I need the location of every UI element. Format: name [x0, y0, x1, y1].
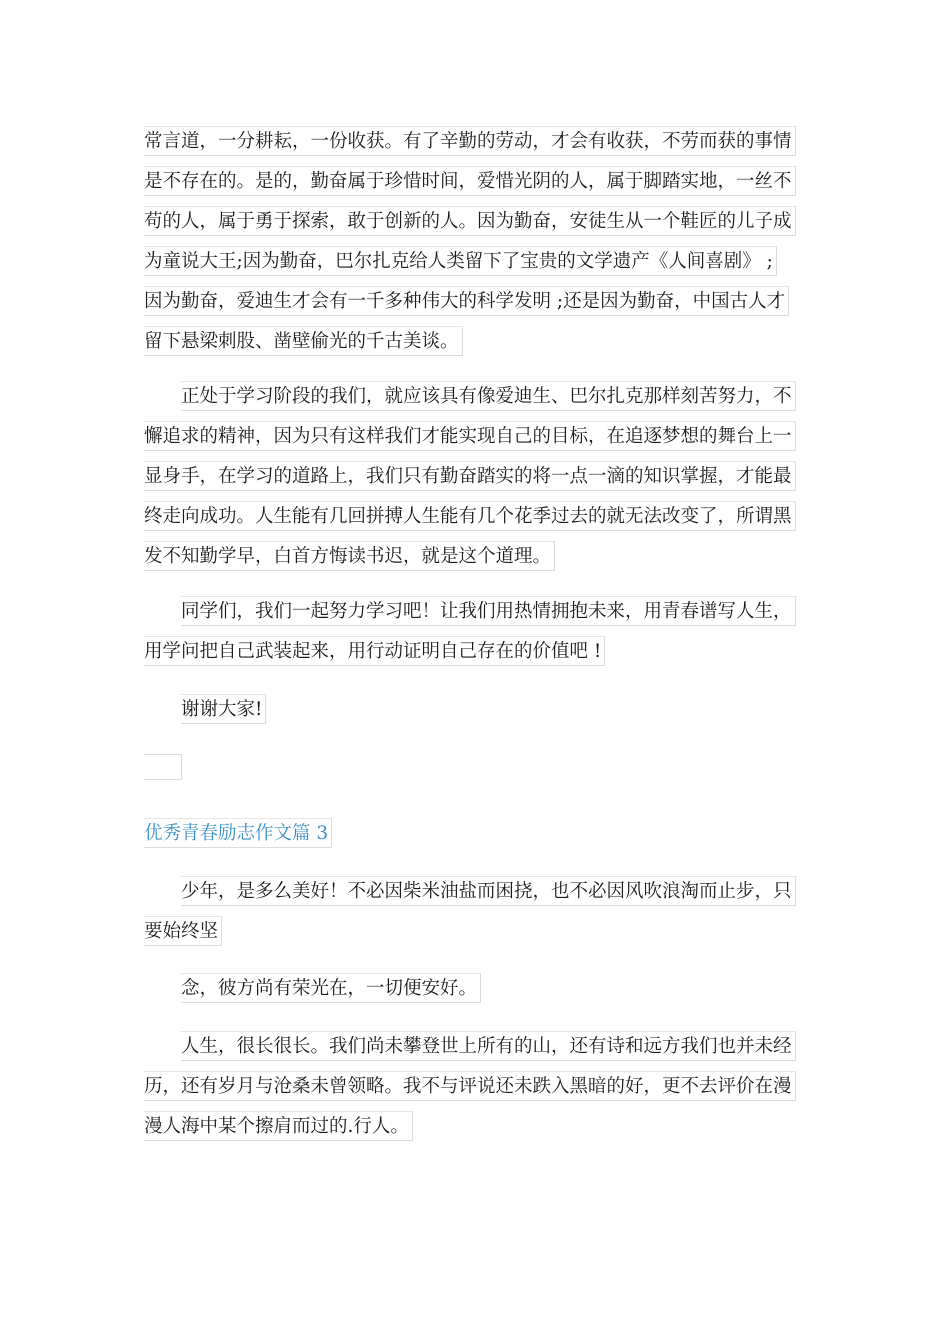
text-line: 为童说大王;因为勤奋，巴尔扎克给人类留下了宝贵的文学遗产《人间喜剧》 ;	[144, 241, 808, 281]
text-line: 苟的人，属于勇于探索，敢于创新的人。因为勤奋，安徒生从一个鞋匠的儿子成	[144, 201, 808, 241]
text-line: 终走向成功。人生能有几回拼搏人生能有几个花季过去的就无法改变了，所谓黑	[144, 496, 808, 536]
text-line: 常言道，一分耕耘，一份收获。有了辛勤的劳动，才会有收获，不劳而获的事情	[144, 121, 808, 161]
text-line: 发不知勤学早，白首方悔读书迟，就是这个道理。	[144, 536, 808, 576]
text-line: 留下悬梁刺股、凿壁偷光的千古美谈。	[144, 321, 808, 361]
section-heading	[144, 813, 808, 853]
text-line: 要始终坚	[144, 911, 808, 951]
empty-line-box	[144, 754, 182, 780]
text-line: 漫人海中某个擦肩而过的.行人。	[144, 1106, 808, 1146]
text-line: 历，还有岁月与沧桑未曾领略。我不与评说还未跌入黑暗的好，更不去评价在漫	[144, 1066, 808, 1106]
text-line: 显身手，在学习的道路上，我们只有勤奋踏实的将一点一滴的知识掌握，才能最	[144, 456, 808, 496]
text-line: 正处于学习阶段的我们，就应该具有像爱迪生、巴尔扎克那样刻苦努力，不	[144, 376, 808, 416]
text-line: 懈追求的精神，因为只有这样我们才能实现自己的目标，在追逐梦想的舞台上一	[144, 416, 808, 456]
paragraph-glory	[144, 968, 808, 1008]
text-line: 少年，是多么美好！不必因柴米油盐而困挠，也不必因风吹浪淘而止步，只	[144, 871, 808, 911]
text-line: 因为勤奋，爱迪生才会有一千多种伟大的科学发明 ;还是因为勤奋，中国古人才	[144, 281, 808, 321]
paragraph-youth	[144, 871, 808, 951]
paragraph-life	[144, 1026, 808, 1146]
paragraph-classmates	[144, 591, 808, 671]
text-line: 人生，很长很长。我们尚未攀登世上所有的山，还有诗和远方我们也并未经	[144, 1026, 808, 1066]
text-line: 谢谢大家!	[144, 689, 808, 729]
text-line: 念，彼方尚有荣光在，一切便安好。	[144, 968, 808, 1008]
paragraph-diligence	[144, 121, 808, 361]
text-line: 是不存在的。是的，勤奋属于珍惜时间，爱惜光阴的人，属于脚踏实地，一丝不	[144, 161, 808, 201]
paragraph-thanks	[144, 689, 808, 729]
text-line: 用学问把自己武装起来，用行动证明自己存在的价值吧 !	[144, 631, 808, 671]
text-line: 同学们，我们一起努力学习吧！让我们用热情拥抱未来，用青春谱写人生，	[144, 591, 808, 631]
heading-line: 优秀青春励志作文篇 3	[144, 813, 808, 853]
paragraph-study	[144, 376, 808, 576]
